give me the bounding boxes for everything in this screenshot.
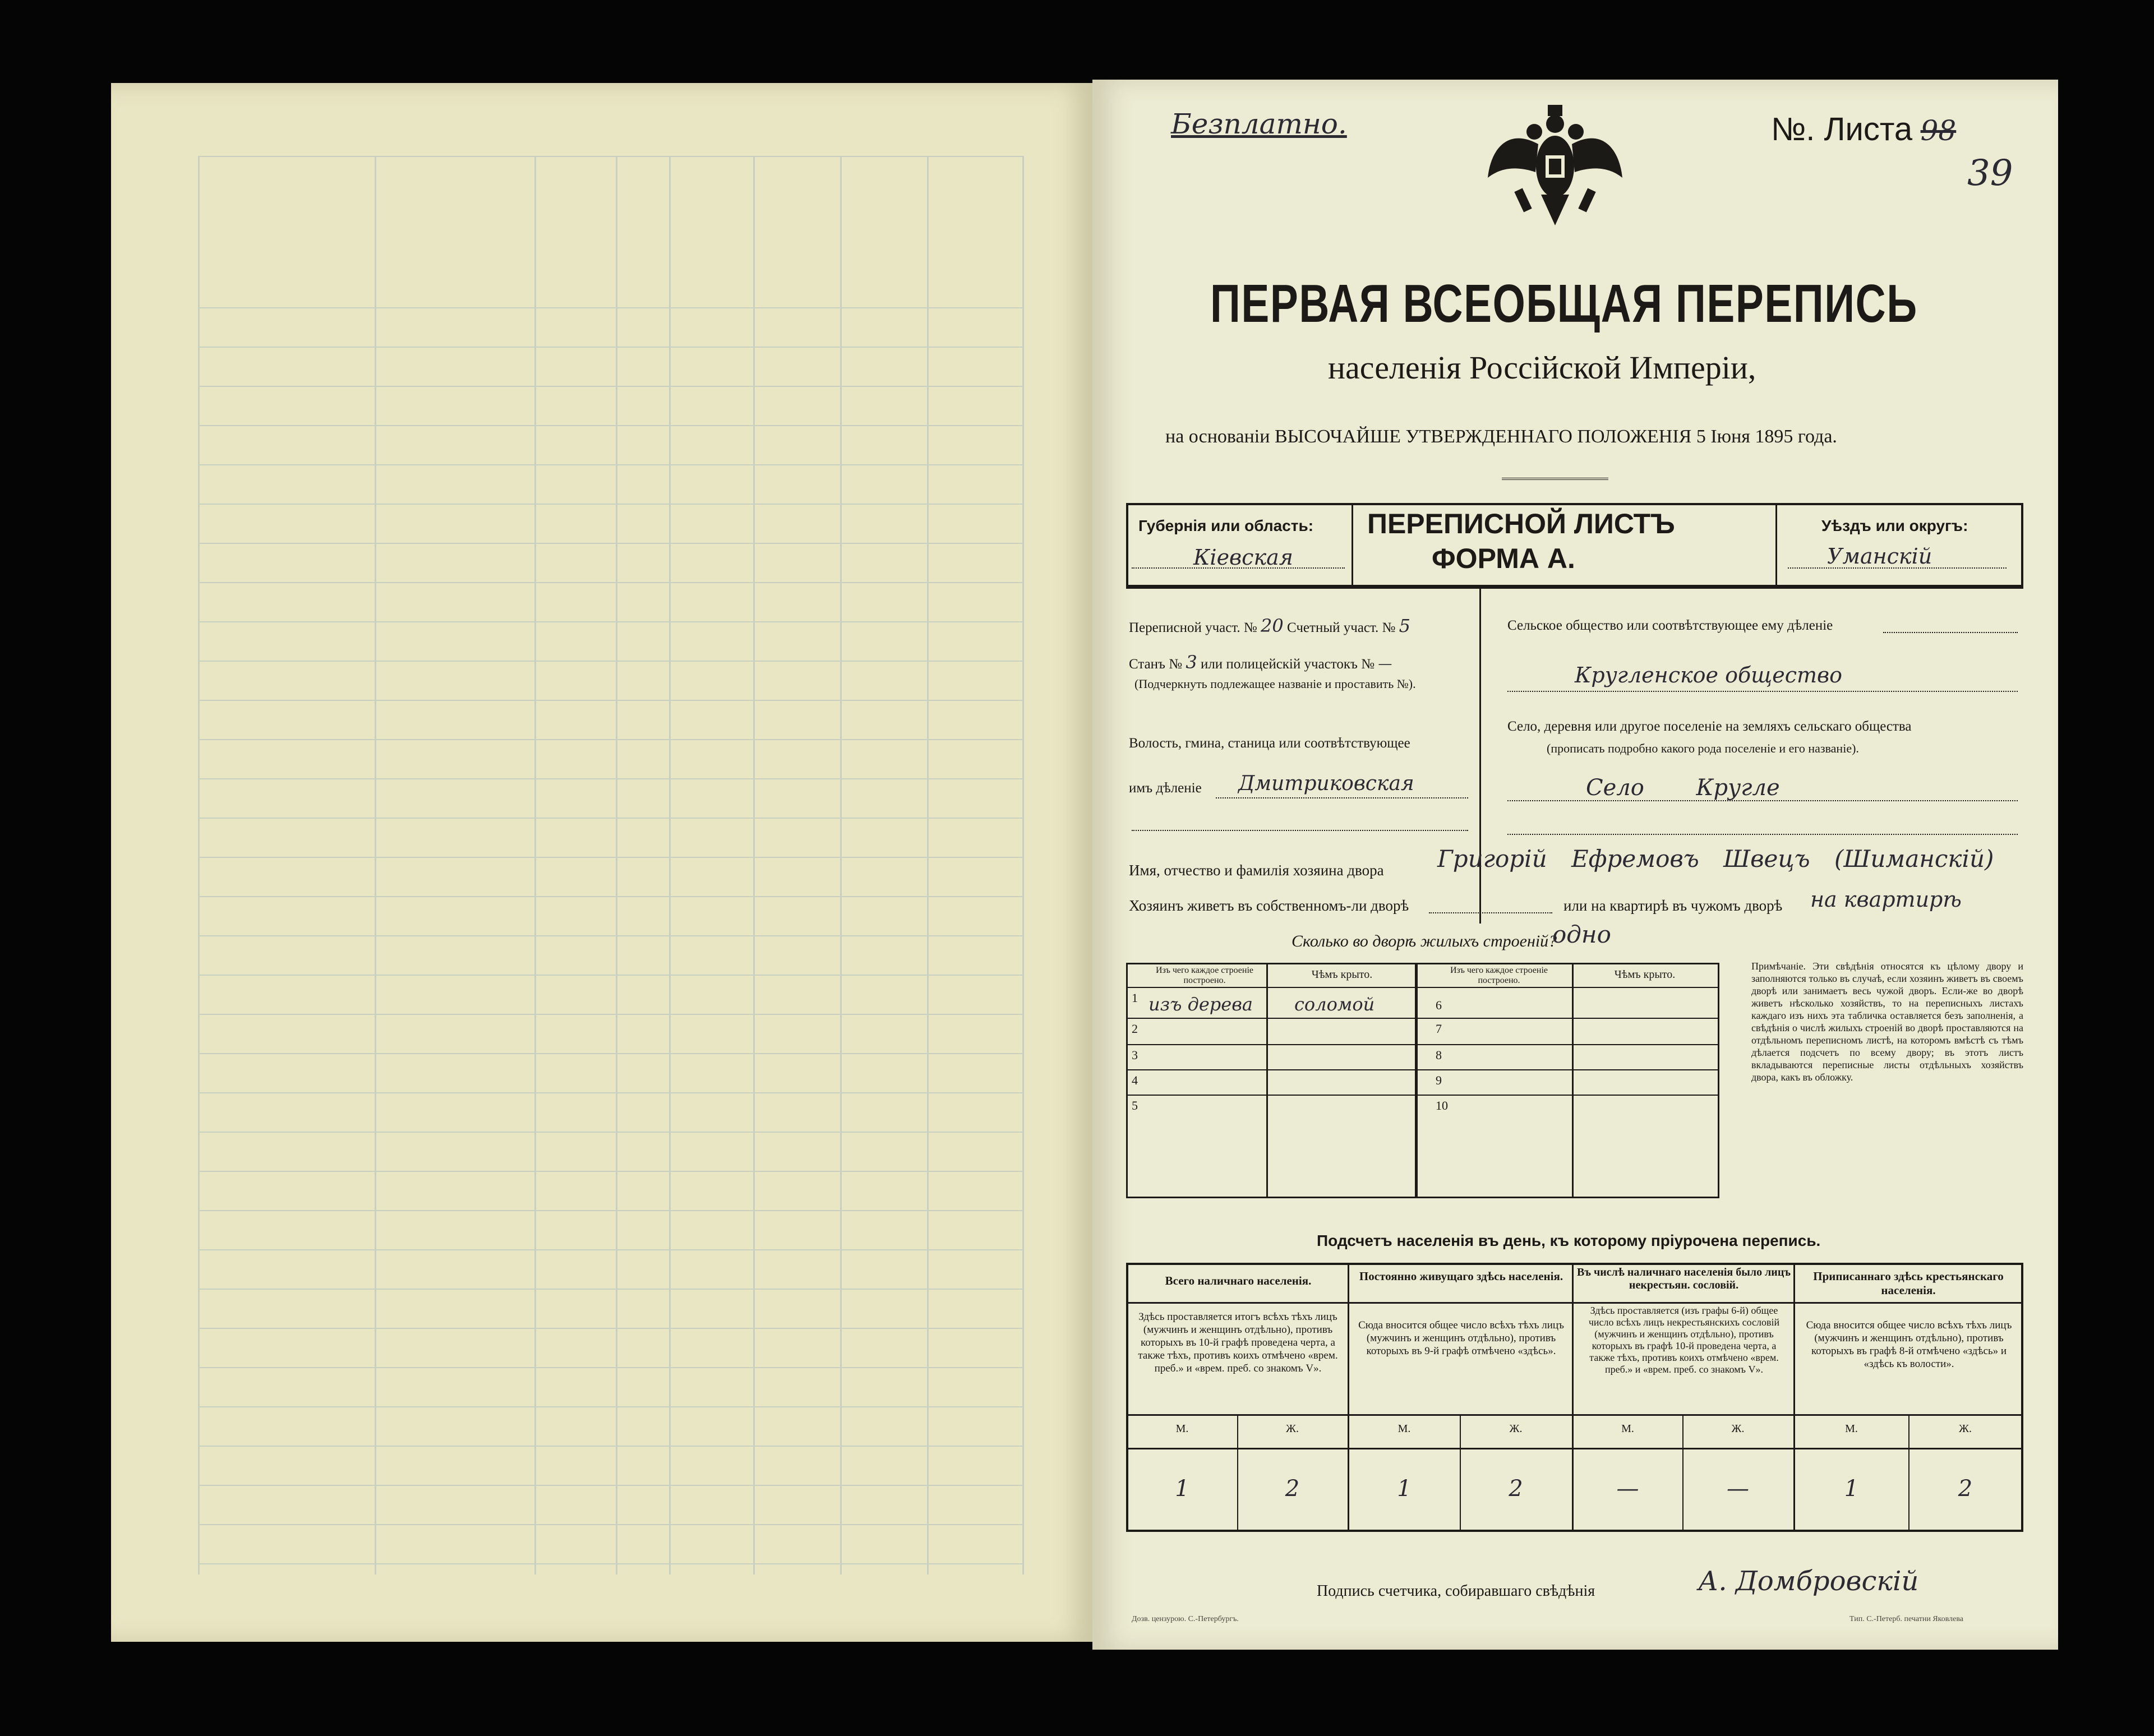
sheet-number-value: 98 <box>1920 114 1957 147</box>
tally-col-head: Постоянно живущаго здѣсь населенія. <box>1359 1269 1563 1283</box>
bt-row-line <box>1126 1095 1719 1096</box>
left-grid-row-line <box>198 1563 1022 1564</box>
left-grid-row-line <box>198 307 1022 308</box>
left-grid-row-line <box>198 1289 1022 1290</box>
left-grid-row-line <box>198 543 1022 544</box>
location-divider-vertical <box>1479 587 1481 924</box>
tally-zh-label: Ж. <box>1509 1423 1523 1435</box>
buildings-label: Сколько во дворѣ жилыхъ строеній? <box>1292 932 1557 950</box>
tally-zh-value: 2 <box>1285 1476 1300 1502</box>
tally-col-head: Въ числѣ наличнаго населенія было лицъ некрестьян. сословій. <box>1576 1266 1791 1291</box>
village-note: (прописать подробно какого рода поселеніе и его названіе). <box>1547 741 1859 755</box>
stan <box>1129 652 1392 673</box>
bt-header-built-right: Изъ чего каждое строеніе построено. <box>1450 966 1548 985</box>
sheet-number-label: №. Листа <box>1771 111 1913 147</box>
bt-row-num: 4 <box>1132 1073 1138 1087</box>
volost-label-2: имъ дѣленіе <box>1129 781 1202 796</box>
sheet-number <box>1771 110 1956 148</box>
underline-note: (Подчеркнуть подлежащее названіе и проставить №). <box>1134 677 1416 691</box>
society-underline <box>1507 691 2018 692</box>
bt-header-roof-left: Чѣмъ крыто. <box>1311 968 1373 981</box>
tally-zh-value: — <box>1727 1476 1749 1502</box>
left-grid-row-line <box>198 1210 1022 1211</box>
tally-col-head: Всего наличнаго населенія. <box>1165 1274 1312 1287</box>
stan-value: 3 <box>1186 652 1197 673</box>
form-name-title-1: ПЕРЕПИСНОЙ ЛИСТЪ <box>1367 508 1675 539</box>
tally-col-desc: Сюда вносится общее число всѣхъ тѣхъ лицъ (мужчинъ и женщинъ отдѣльно), противъ которыхъ въ графѣ 8-й отмѣчено «здѣсь» и «здѣсь къ волости». <box>1806 1319 2012 1370</box>
bt-col-right-div <box>1572 963 1574 1198</box>
buildings-table-mid <box>1415 963 1418 1198</box>
tally-m-value: — <box>1616 1476 1639 1502</box>
gubernia-label: Губернія или область: <box>1138 517 1314 534</box>
society-label-line <box>1883 632 2018 633</box>
tally-zh-label: Ж. <box>1286 1423 1299 1435</box>
signature-label: Подпись счетчика, собиравшаго свѣдѣнія <box>1317 1582 1595 1600</box>
left-grid-row-line <box>198 1328 1022 1329</box>
tally-m-value: 1 <box>1397 1476 1412 1502</box>
tally-title: Подсчетъ населенія въ день, къ которому пріурочена перепись. <box>1317 1232 1821 1249</box>
volost-underline <box>1216 797 1468 798</box>
lives-other-label: или на квартирѣ въ чужомъ дворѣ <box>1563 897 1783 914</box>
left-grid-row-line <box>198 621 1022 622</box>
tally-m-value: 1 <box>1175 1476 1189 1502</box>
bt-row-num: 2 <box>1132 1022 1138 1036</box>
tally-m-value: 1 <box>1844 1476 1859 1502</box>
bt-row-num-right: 8 <box>1436 1048 1442 1062</box>
tally-mz-line-top <box>1126 1414 2023 1416</box>
count-district-value: 5 <box>1399 615 1411 636</box>
double-headed-eagle-emblem <box>1485 105 1625 228</box>
left-grid-column-line <box>1022 156 1024 1575</box>
form-title: ПЕРВАЯ ВСЕОБЩАЯ ПЕРЕПИСЬ <box>1210 274 1918 334</box>
uezd-divider <box>1775 503 1777 587</box>
stan-label: Станъ № <box>1129 657 1183 672</box>
left-grid-row-line <box>198 1406 1022 1407</box>
left-grid-row-line <box>198 935 1022 936</box>
uezd-label: Уѣздъ или округъ: <box>1821 517 1968 534</box>
left-grid-row-line <box>198 156 1022 157</box>
census-district <box>1129 615 1410 636</box>
census-form-page <box>1092 80 2058 1650</box>
census-district-label: Переписной участ. № <box>1129 620 1257 635</box>
form-subtitle: населенія Россійской Имперіи, <box>1328 349 1756 386</box>
volost-value: Дмитриковская <box>1238 772 1414 795</box>
left-grid-row-line <box>198 1053 1022 1054</box>
owner-label: Имя, отчество и фамилія хозяина двора <box>1129 862 1384 879</box>
tally-col-desc: Сюда вносится общее число всѣхъ тѣхъ лицъ (мужчинъ и женщинъ отдѣльно), противъ которыхъ въ 9-й графѣ отмѣчено «здѣсь». <box>1358 1319 1564 1357</box>
bt-row-num: 5 <box>1132 1098 1138 1112</box>
bt-row-num-right: 9 <box>1436 1073 1442 1087</box>
signature-value: А. Домбровскій <box>1698 1566 1919 1597</box>
left-grid-row-line <box>198 1092 1022 1093</box>
left-grid-row-line <box>198 386 1022 387</box>
left-grid-column-line <box>669 156 671 1575</box>
village-underline-2 <box>1507 834 2018 835</box>
tally-col-desc: Здѣсь проставляется (изъ графы 6-й) общее число всѣхъ лицъ некрестьянскихъ сословій (мужчинъ и женщинъ отдѣльно), противъ которыхъ въ графѣ 10-й проведена черта, а также тѣхъ, противъ коихъ отмѣчено «врем. преб.» и «врем. преб. со знакомъ V». <box>1588 1305 1780 1375</box>
police-label: или полицейскій участокъ № <box>1200 657 1375 672</box>
left-grid-row-line <box>198 1249 1022 1250</box>
left-grid-row-line <box>198 778 1022 779</box>
ornament-divider <box>1502 478 1608 480</box>
printer-imprint-left: Дозв. цензурою. С.-Петербургъ. <box>1132 1615 1239 1623</box>
lives-other-value: на квартирѣ <box>1810 887 1962 912</box>
lives-own-line <box>1429 912 1552 913</box>
bt-row-built: изъ дерева <box>1149 994 1253 1015</box>
bt-row-num: 3 <box>1132 1048 1138 1062</box>
left-grid-row-line <box>198 504 1022 505</box>
left-grid-row-line <box>198 739 1022 740</box>
bezplatno-stamp: Безплатно. <box>1171 108 1347 140</box>
society-value: Кругленское общество <box>1575 663 1843 687</box>
bt-row-line <box>1126 1069 1719 1070</box>
left-grid-row-line <box>198 975 1022 976</box>
bt-row-line <box>1126 1018 1719 1019</box>
bt-row-num-right: 10 <box>1436 1098 1448 1112</box>
location-divider-horizontal <box>1126 587 2023 589</box>
left-grid-row-line <box>198 1524 1022 1525</box>
police-value: — <box>1378 655 1392 672</box>
gubernia-divider <box>1352 503 1353 587</box>
left-page <box>111 83 1092 1642</box>
left-grid-row-line <box>198 1132 1022 1133</box>
left-grid-column-line <box>198 156 200 1575</box>
left-grid-row-line <box>198 1446 1022 1447</box>
left-grid-column-line <box>840 156 842 1575</box>
legal-basis: на основаніи ВЫСОЧАЙШЕ УТВЕРЖДЕННАГО ПОЛОЖЕНІЯ 5 Іюня 1895 года. <box>1165 426 1837 447</box>
left-grid-row-line <box>198 464 1022 465</box>
tally-mz-line-bottom <box>1126 1448 2023 1449</box>
village-underline <box>1507 800 2018 801</box>
left-grid-row-line <box>198 857 1022 858</box>
left-grid-row-line <box>198 661 1022 662</box>
census-district-value: 20 <box>1261 615 1284 636</box>
left-grid-column-line <box>375 156 376 1575</box>
form-name-title-2: ФОРМА А. <box>1432 543 1575 574</box>
bt-col-left-div <box>1266 963 1268 1198</box>
left-grid-row-line <box>198 1367 1022 1368</box>
bt-header-line <box>1126 987 1719 988</box>
left-grid-row-line <box>198 425 1022 426</box>
tally-m-label: М. <box>1175 1423 1189 1435</box>
left-grid-row-line <box>198 1171 1022 1172</box>
left-grid-row-line <box>198 347 1022 348</box>
tally-m-label: М. <box>1621 1423 1634 1435</box>
bt-header-roof-right: Чѣмъ крыто. <box>1614 968 1676 981</box>
count-district-label: Счетный участ. № <box>1287 620 1396 635</box>
left-grid-column-line <box>534 156 536 1575</box>
volost-label-1: Волость, гмина, станица или соотвѣтствующее <box>1129 736 1410 751</box>
left-grid-row-line <box>198 582 1022 583</box>
uezd-underline <box>1788 567 2007 569</box>
tally-col-head: Приписаннаго здѣсь крестьянскаго населенія. <box>1813 1269 2004 1297</box>
left-grid-row-line <box>198 1014 1022 1015</box>
left-grid-row-line <box>198 1485 1022 1486</box>
gubernia-value: Кіевская <box>1193 545 1293 570</box>
bt-row-num-right: 7 <box>1436 1022 1442 1036</box>
left-grid-column-line <box>616 156 617 1575</box>
village-value: Село Кругле <box>1586 775 1780 801</box>
buildings-note: Примѣчаніе. Эти свѣдѣнія относятся къ цѣлому двору и заполняются только въ случаѣ, если хозяинъ живетъ въ своемъ дворѣ или занимаетъ весь чужой дворъ. Если-же во дворѣ живетъ нѣсколько хозяйствъ, то на переписныхъ листахъ каждаго изъ нихъ эта табличка оставляется безъ заполненія, а свѣдѣнія о числѣ жилыхъ строеній во дворѣ проставляются на отдѣльномъ переписномъ листѣ, на которомъ вмѣстѣ съ тѣмъ дѣлается подсчетъ по всему двору; въ этотъ листъ вкладываются переписные листы отдѣльныхъ хозяйствъ двора, какъ въ обложку. <box>1751 961 2023 1083</box>
printer-imprint-right: Тип. С.-Петерб. печатни Яковлева <box>1849 1615 1964 1623</box>
left-grid-row-line <box>198 818 1022 819</box>
left-grid-row-line <box>198 700 1022 701</box>
tally-m-label: М. <box>1845 1423 1858 1435</box>
uezd-value: Уманскій <box>1827 544 1932 569</box>
village-label: Село, деревня или другое поселеніе на земляхъ сельскаго общества <box>1507 719 1912 734</box>
tally-zh-value: 2 <box>1509 1476 1523 1502</box>
bt-row-num-right: 6 <box>1436 998 1442 1012</box>
left-grid-column-line <box>753 156 755 1575</box>
tally-head-line <box>1126 1302 2023 1304</box>
bt-header-built-left: Изъ чего каждое строеніе построено. <box>1155 966 1253 985</box>
tally-m-label: М. <box>1397 1423 1411 1435</box>
sheet-number-new: 39 <box>1967 153 2013 194</box>
tally-zh-label: Ж. <box>1959 1423 1972 1435</box>
lives-own-label: Хозяинъ живетъ въ собственномъ-ли дворѣ <box>1129 897 1409 914</box>
volost-underline-2 <box>1132 830 1468 831</box>
left-page-grid <box>198 156 1022 1575</box>
tally-zh-label: Ж. <box>1731 1423 1745 1435</box>
society-label: Сельское общество или соотвѣтствующее ему дѣленіе <box>1507 618 1833 633</box>
tally-zh-value: 2 <box>1958 1476 1973 1502</box>
tally-col-desc: Здѣсь проставляется итогъ всѣхъ тѣхъ лицъ (мужчинъ и женщинъ отдѣльно), противъ которыхъ въ 10-й графѣ проведена черта, а также тѣхъ, противъ коихъ отмѣчено «врем. преб.» и «врем. преб. со знакомъ V». <box>1138 1311 1338 1374</box>
bt-row-line <box>1126 1044 1719 1045</box>
gubernia-underline <box>1132 567 1345 569</box>
bt-row-roof: соломой <box>1294 994 1375 1015</box>
owner-value: Григорій Ефремовъ Швецъ (Шиманскій) <box>1437 845 1994 872</box>
left-grid-column-line <box>927 156 929 1575</box>
buildings-value: одно <box>1552 921 1611 948</box>
left-grid-row-line <box>198 896 1022 897</box>
bt-row-num: 1 <box>1132 991 1138 1005</box>
